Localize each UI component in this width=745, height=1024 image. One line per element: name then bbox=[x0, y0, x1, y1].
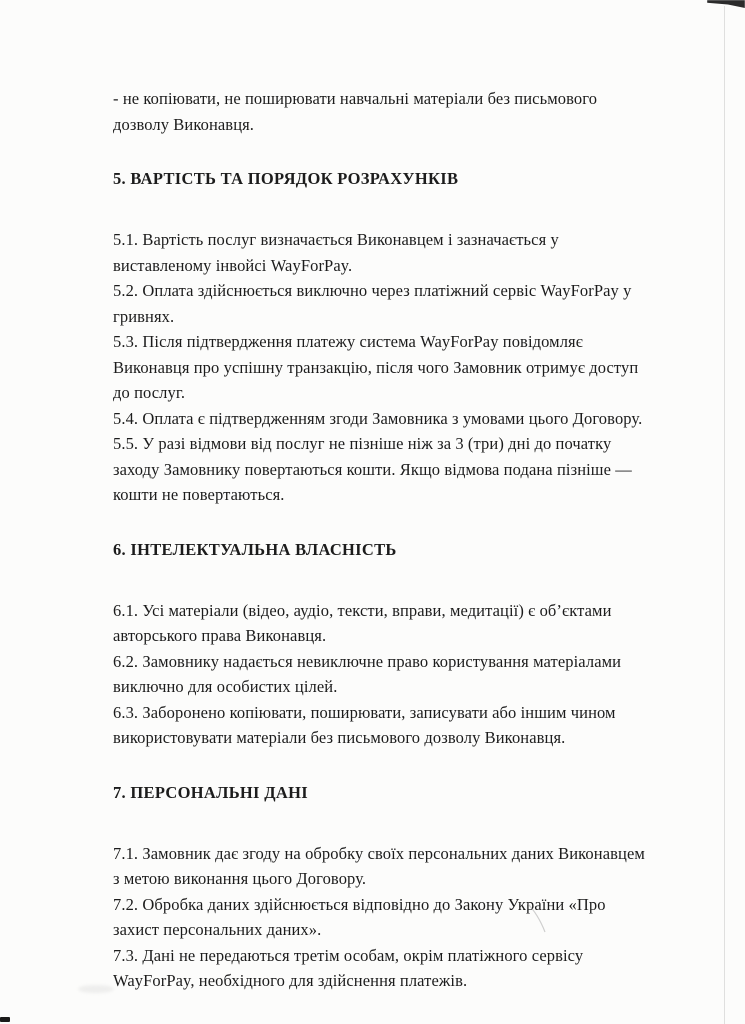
clause-5-1: 5.1. Вартість послуг визначається Виконавцем і зазначається у виставленому інвойсі WayForPay. bbox=[113, 230, 559, 275]
clause-7-3: 7.3. Дані не передаються третім особам, окрім платіжного сервісу WayForPay, необхідного для здійснення платежів. bbox=[113, 945, 584, 990]
clause-6-1: 6.1. Усі матеріали (відео, аудіо, тексти, вправи, медитації) є об’єктами авторського права Виконавця. bbox=[113, 600, 612, 645]
section-payment bbox=[113, 168, 647, 508]
intro-paragraph: - не копіювати, не поширювати навчальні матеріали без письмового дозволу Виконавця. bbox=[113, 89, 598, 134]
section-heading-intellectual-property: 6. ІНТЕЛЕКТУАЛЬНА ВЛАСНІСТЬ bbox=[113, 539, 397, 559]
clause-5-3: 5.3. Після підтвердження платежу система WayForPay повідомляє Виконавця про успішну транзакцію, після чого Замовник отримує доступ до послуг. bbox=[113, 332, 639, 402]
section-heading-personal-data: 7. ПЕРСОНАЛЬНІ ДАНІ bbox=[113, 782, 308, 802]
clause-6-2: 6.2. Замовнику надається невиключне право користування матеріалами виключно для особистих цілей. bbox=[113, 651, 622, 696]
clause-5-4: 5.4. Оплата є підтвердженням згоди Замовника з умовами цього Договору. bbox=[113, 408, 643, 428]
section-heading-payment: 5. ВАРТІСТЬ ТА ПОРЯДОК РОЗРАХУНКІВ bbox=[113, 169, 459, 188]
scan-bottom-left-mark bbox=[0, 1017, 10, 1022]
clause-5-2: 5.2. Оплата здійснюється виключно через платіжний сервіс WayForPay у гривнях. bbox=[113, 281, 632, 326]
section-intellectual-property bbox=[113, 539, 647, 751]
clause-7-2: 7.2. Обробка даних здійснюється відповідно до Закону України «Про захист персональних даних». bbox=[113, 894, 606, 939]
clause-6-3: 6.3. Заборонено копіювати, поширювати, записувати або іншим чином використовувати матеріали без письмового дозволу Виконавця. bbox=[113, 702, 616, 747]
scan-edge-line bbox=[724, 6, 726, 1024]
scan-smudge bbox=[78, 985, 114, 993]
scan-corner-wedge bbox=[707, 0, 745, 10]
clause-5-5: 5.5. У разі відмови від послуг не пізніше ніж за 3 (три) дні до початку заходу Замовнику повертаються кошти. Якщо відмова подана пізніше — кошти не повертаються. bbox=[113, 434, 632, 504]
clause-7-1: 7.1. Замовник дає згоду на обробку своїх персональних даних Виконавцем з метою виконання цього Договору. bbox=[113, 843, 645, 888]
document-body bbox=[113, 86, 647, 994]
section-personal-data bbox=[113, 782, 647, 994]
